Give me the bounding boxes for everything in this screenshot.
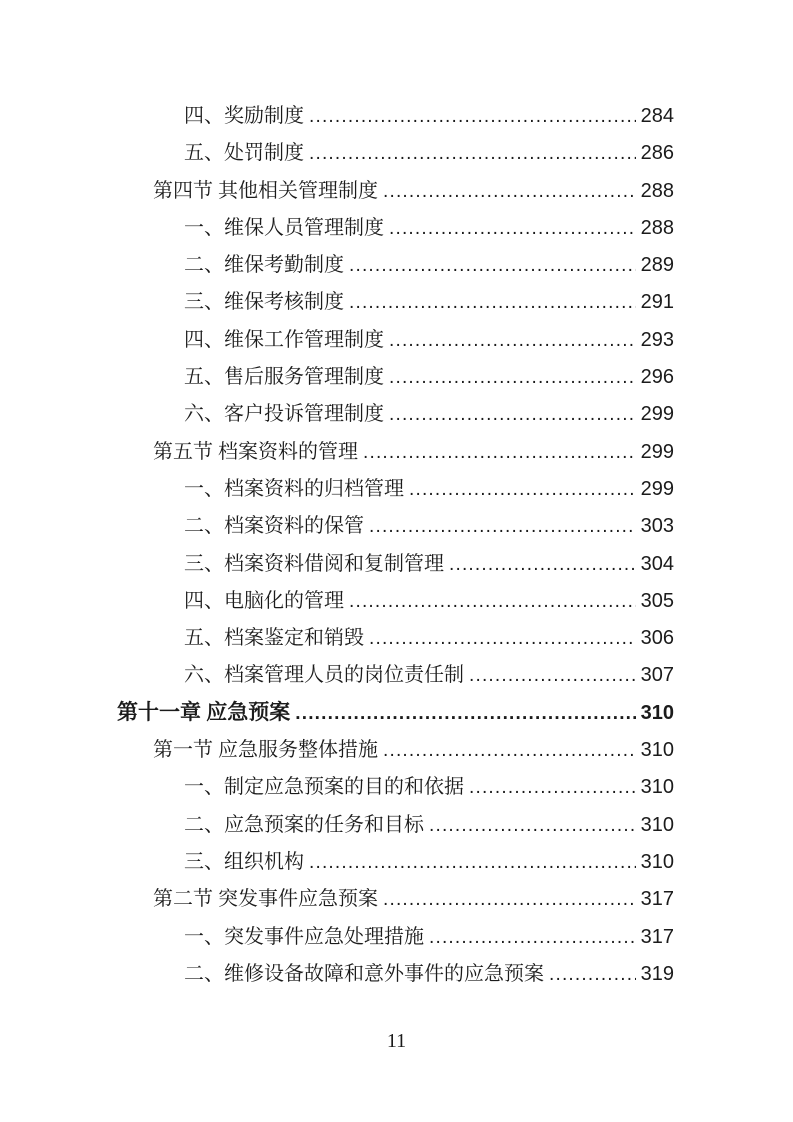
dot-leader	[389, 218, 636, 240]
dot-leader	[469, 777, 636, 799]
toc-entry[interactable]	[117, 323, 674, 360]
dot-leader	[449, 554, 636, 576]
toc-entry-label: 第五节 档案资料的管理	[153, 440, 358, 463]
toc-entry-page-number: 310	[640, 701, 674, 724]
dot-leader	[349, 591, 636, 613]
toc-entry-page-number: 306	[640, 627, 674, 650]
toc-entry[interactable]	[117, 435, 674, 472]
toc-entry[interactable]	[117, 845, 674, 882]
toc-entry[interactable]	[117, 211, 674, 248]
toc-entry-page-number: 317	[640, 888, 674, 911]
toc-entry-label: 六、客户投诉管理制度	[184, 403, 384, 426]
toc-entry-label: 三、维保考核制度	[184, 291, 344, 314]
toc-entry[interactable]	[117, 957, 674, 994]
toc	[117, 99, 674, 994]
toc-entry[interactable]	[117, 733, 674, 770]
toc-entry[interactable]	[117, 882, 674, 919]
toc-entry-label: 五、处罚制度	[184, 142, 304, 165]
toc-entry-label: 第二节 突发事件应急预案	[153, 888, 378, 911]
toc-entry-page-number: 307	[640, 664, 674, 687]
toc-entry[interactable]	[117, 99, 674, 136]
toc-entry-label: 第四节 其他相关管理制度	[153, 179, 378, 202]
toc-entry[interactable]	[117, 920, 674, 957]
toc-entry-page-number: 299	[640, 440, 674, 463]
dot-leader	[349, 255, 636, 277]
dot-leader	[383, 740, 636, 762]
dot-leader	[389, 367, 636, 389]
toc-entry-label: 一、档案资料的归档管理	[184, 477, 404, 500]
toc-entry-page-number: 305	[640, 589, 674, 612]
toc-entry-page-number: 293	[640, 328, 674, 351]
toc-entry-page-number: 310	[640, 776, 674, 799]
toc-entry[interactable]	[117, 397, 674, 434]
toc-entry-page-number: 296	[640, 366, 674, 389]
dot-leader	[349, 292, 636, 314]
page-number-footer: 11	[386, 1030, 407, 1052]
toc-entry[interactable]	[117, 136, 674, 173]
toc-entry-page-number: 299	[640, 403, 674, 426]
toc-entry-label: 二、档案资料的保管	[184, 515, 364, 538]
dot-leader	[429, 815, 636, 837]
dot-leader	[369, 628, 636, 650]
dot-leader	[469, 665, 636, 687]
toc-entry-label: 四、电脑化的管理	[184, 589, 344, 612]
toc-entry[interactable]	[117, 696, 674, 733]
toc-entry-page-number: 291	[640, 291, 674, 314]
toc-entry-label: 一、突发事件应急处理措施	[184, 925, 424, 948]
dot-leader	[383, 889, 636, 911]
toc-entry[interactable]	[117, 174, 674, 211]
dot-leader	[389, 404, 636, 426]
toc-entry-label: 三、组织机构	[184, 850, 304, 873]
toc-entry-page-number: 310	[640, 850, 674, 873]
toc-entry[interactable]	[117, 808, 674, 845]
toc-entry-label: 五、售后服务管理制度	[184, 366, 384, 389]
toc-entry-label: 一、维保人员管理制度	[184, 216, 384, 239]
toc-entry-page-number: 289	[640, 254, 674, 277]
dot-leader	[409, 479, 636, 501]
toc-entry-page-number: 284	[640, 105, 674, 127]
toc-entry-page-number: 310	[640, 739, 674, 762]
toc-entry[interactable]	[117, 584, 674, 621]
toc-entry[interactable]	[117, 547, 674, 584]
dot-leader	[429, 927, 636, 949]
toc-entry-label: 二、维保考勤制度	[184, 254, 344, 277]
toc-entry-label: 五、档案鉴定和销毁	[184, 627, 364, 650]
toc-entry-label: 二、维修设备故障和意外事件的应急预案	[184, 962, 544, 985]
toc-entry-page-number: 288	[640, 216, 674, 239]
toc-entry[interactable]	[117, 472, 674, 509]
toc-entry[interactable]	[117, 360, 674, 397]
toc-entry-page-number: 319	[640, 962, 674, 985]
toc-entry-page-number: 299	[640, 477, 674, 500]
toc-entry-label: 六、档案管理人员的岗位责任制	[184, 664, 464, 687]
toc-entry-page-number: 317	[640, 925, 674, 948]
dot-leader	[309, 106, 636, 128]
dot-leader	[309, 143, 636, 165]
toc-entry[interactable]	[117, 658, 674, 695]
dot-leader	[309, 852, 636, 874]
toc-entry-page-number: 304	[640, 552, 674, 575]
dot-leader	[549, 964, 636, 986]
toc-entry-label: 四、奖励制度	[184, 105, 304, 127]
toc-entry-label: 二、应急预案的任务和目标	[184, 813, 424, 836]
toc-entry[interactable]	[117, 621, 674, 658]
dot-leader	[383, 181, 636, 203]
toc-entry[interactable]	[117, 248, 674, 285]
toc-entry-label: 三、档案资料借阅和复制管理	[184, 552, 444, 575]
toc-entry-page-number: 303	[640, 515, 674, 538]
toc-entry[interactable]	[117, 770, 674, 807]
dot-leader	[295, 703, 636, 725]
toc-entry-page-number: 288	[640, 179, 674, 202]
toc-entry-label: 一、制定应急预案的目的和依据	[184, 776, 464, 799]
toc-entry[interactable]	[117, 285, 674, 322]
dot-leader	[389, 330, 636, 352]
toc-entry-label: 第一节 应急服务整体措施	[153, 739, 378, 762]
toc-entry-page-number: 286	[640, 142, 674, 165]
toc-entry-label: 四、维保工作管理制度	[184, 328, 384, 351]
dot-leader	[369, 516, 636, 538]
toc-entry-page-number: 310	[640, 813, 674, 836]
toc-entry-label: 第十一章 应急预案	[117, 699, 291, 724]
toc-entry[interactable]	[117, 509, 674, 546]
dot-leader	[363, 442, 636, 464]
